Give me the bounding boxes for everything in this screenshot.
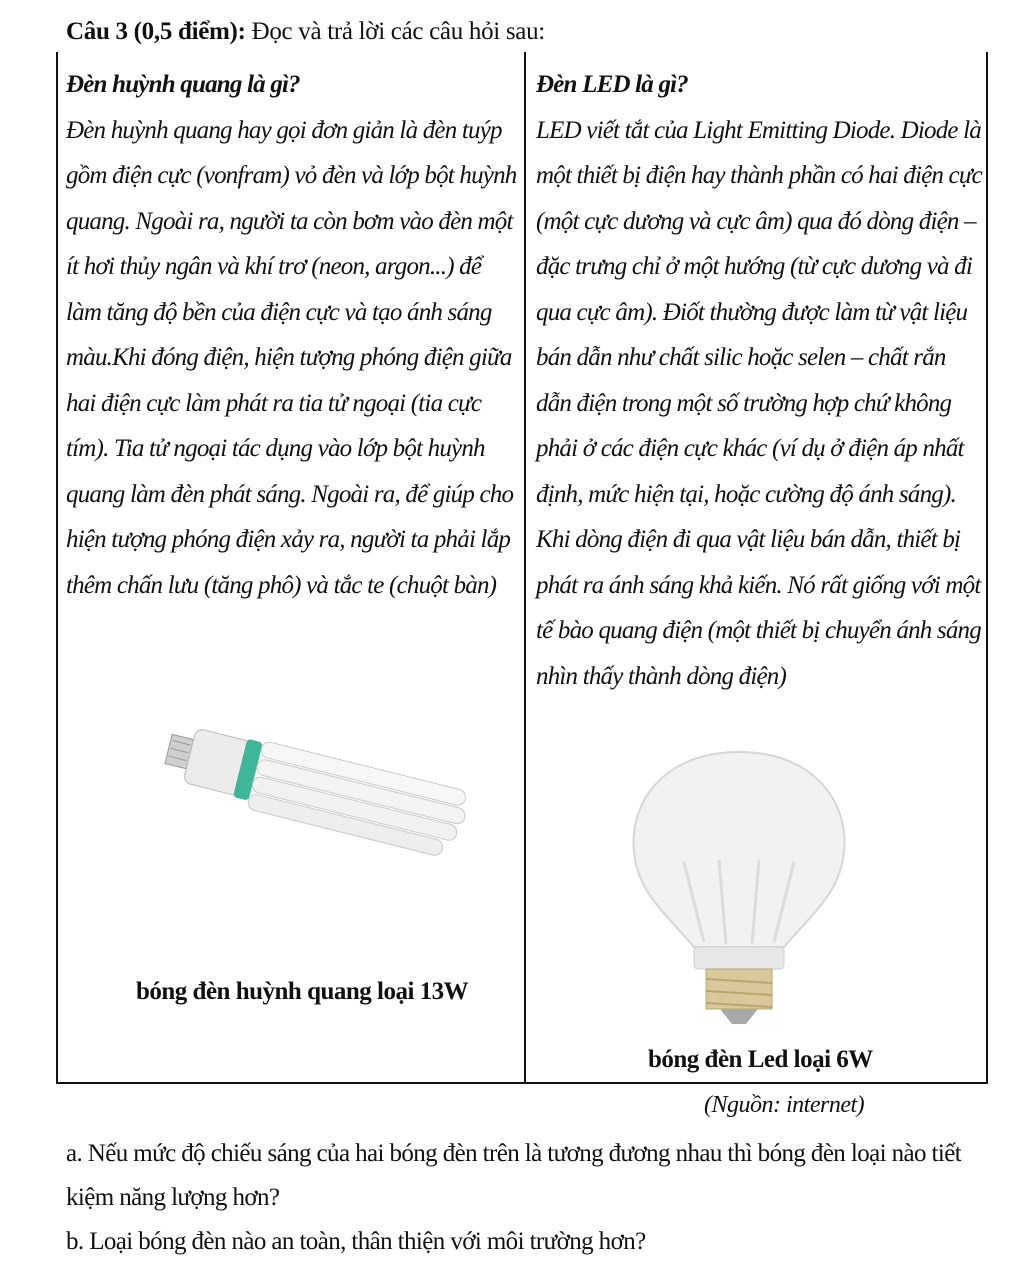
fluorescent-caption: bóng đèn huỳnh quang loại 13W xyxy=(136,978,469,1005)
led-caption: bóng đèn Led loại 6W xyxy=(648,1046,873,1073)
led-column xyxy=(536,62,984,699)
question-instruction: Đọc và trả lời các câu hỏi sau: xyxy=(251,18,545,45)
question-b: b. Loại bóng đèn nào an toàn, thân thiện với môi trường hơn? xyxy=(66,1228,646,1255)
question-a: a. Nếu mức độ chiếu sáng của hai bóng đèn trên là tương đương nhau thì bóng đèn loại nào tiết kiệm năng lượng hơn? xyxy=(66,1140,962,1211)
fluorescent-question: Đèn huỳnh quang là gì? xyxy=(66,71,300,98)
led-bulb-image xyxy=(624,742,854,1042)
column-divider xyxy=(524,52,526,1082)
question-label: Câu 3 (0,5 điểm): xyxy=(66,18,246,45)
fluorescent-bulb-image xyxy=(114,708,474,908)
question-heading xyxy=(66,14,545,50)
comparison-table xyxy=(56,52,988,1084)
question-list xyxy=(66,1132,986,1264)
led-description: LED viết tắt của Light Emitting Diode. Diode là một thiết bị điện hay thành phần có hai điện cực (một cực dương và cực âm) qua đó dòng điện – đặc trưng chỉ ở một hướng (từ cực dương và đi qua cực âm). Điốt thường được làm từ vật liệu bán dẫn như chất silic hoặc selen – chất rắn dẫn điện trong một số trường hợp chứ không phải ở các điện cực khác (ví dụ ở điện áp nhất định, mức hiện tại, hoặc cường độ ánh sáng). Khi dòng điện đi qua vật liệu bán dẫn, thiết bị phát ra ánh sáng khả kiến. Nó rất giống với một tế bào quang điện (một thiết bị chuyển ánh sáng nhìn thấy thành dòng điện) xyxy=(536,116,982,690)
fluorescent-description: Đèn huỳnh quang hay gọi đơn giản là đèn tuýp gồm điện cực (vonfram) vỏ đèn và lớp bột huỳnh quang. Ngoài ra, người ta còn bơm vào đèn một ít hơi thủy ngân và khí trơ (neon, argon...) để làm tăng độ bền của điện cực và tạo ánh sáng màu.Khi đóng điện, hiện tượng phóng điện giữa hai điện cực làm phát ra tia tử ngoại (tia cực tím). Tia tử ngoại tác dụng vào lớp bột huỳnh quang làm đèn phát sáng. Ngoài ra, để giúp cho hiện tượng phóng điện xảy ra, người ta phải lắp thêm chấn lưu (tăng phô) và tắc te (chuột bàn) xyxy=(66,116,517,599)
fluorescent-column xyxy=(66,62,518,608)
led-question: Đèn LED là gì? xyxy=(536,71,688,98)
source-note: (Nguồn: internet) xyxy=(704,1092,865,1118)
